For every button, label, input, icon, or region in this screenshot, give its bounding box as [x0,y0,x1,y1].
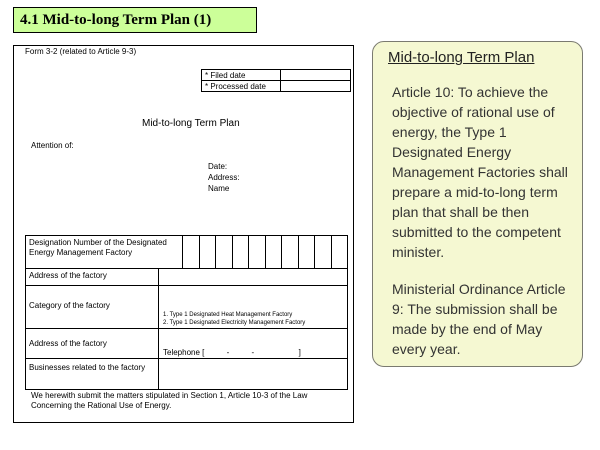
table-row [26,269,347,286]
address-label: Address: [208,173,240,182]
businesses-label: Businesses related to the factory [26,359,159,390]
designation-number-boxes [182,236,347,268]
explanation-callout [372,41,583,367]
filing-dates-table [201,69,351,92]
table-row [26,329,347,359]
processed-date-value [281,81,351,92]
category-options [163,311,305,327]
form-footer: We herewith submit the matters stipulated in Section 1, Article 10-3 of the Law Concerning the Rational Use of Energy. [31,391,308,410]
form-header: Form 3-2 (related to Article 9-3) [25,47,137,56]
date-label: Date: [208,162,228,171]
category-option-heat: 1. Type 1 Designated Heat Management Factory [163,312,293,318]
factory-address-label: Address of the factory [26,269,159,285]
processed-date-label: * Processed date [202,81,281,92]
factory-address-label-2: Address of the factory [26,329,159,358]
factory-info-table [25,235,348,390]
form-document [13,45,354,423]
designation-label: Designation Number of the Designated Energy Management Factory [26,236,183,268]
category-option-electricity: 2. Type 1 Designated Electricity Management Factory [163,320,306,326]
filed-date-label: * Filed date [202,70,281,81]
table-row [26,236,347,269]
callout-paragraph-ordinance: Ministerial Ordinance Article 9: The submission shall be made by the end of May every year. [392,281,566,357]
attention-label: Attention of: [31,141,74,150]
table-row [26,359,347,390]
name-label: Name [208,184,230,193]
table-row [26,286,347,329]
form-title: Mid-to-long Term Plan [142,118,240,129]
factory-category-label: Category of the factory [26,286,159,328]
filed-date-value [281,70,351,81]
callout-paragraph-article10: Article 10: To achieve the objective of rational use of energy, the Type 1 Designated Energy Management Factories shall prepare a mid-to-long term plan that shall be then submitted to the competent minister. [392,84,568,260]
slide-title: 4.1 Mid-to-long Term Plan (1) [13,7,257,33]
telephone-field: Telephone [ - - ] [163,348,301,357]
callout-heading: Mid-to-long Term Plan [388,49,535,66]
